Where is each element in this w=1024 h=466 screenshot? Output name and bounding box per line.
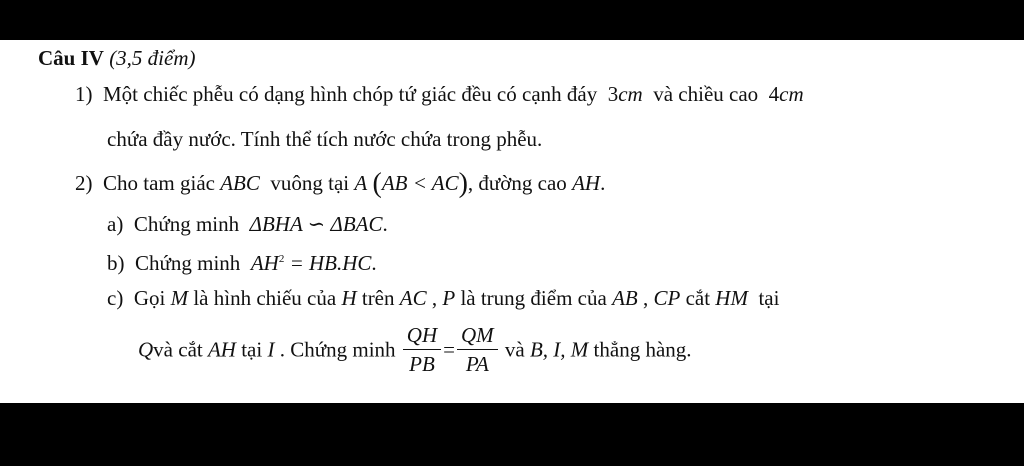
item-c-t1: Gọi xyxy=(133,286,166,310)
item-c-t4: , xyxy=(431,286,438,310)
item-1-text-a: Một chiếc phễu có dạng hình chóp tứ giác đều có cạnh đáy xyxy=(103,82,598,106)
item-a-end: . xyxy=(382,212,388,236)
item-b-rhs: = HB.HC xyxy=(289,251,372,275)
fraction-2-denominator: PA xyxy=(465,352,489,376)
item-c-line-1 xyxy=(107,286,779,311)
item-2-text-d: . xyxy=(600,171,606,195)
item-b-line xyxy=(107,251,377,276)
item-c-t5: là trung điểm của xyxy=(460,286,607,310)
question-title: Câu IV xyxy=(38,46,104,70)
item-2-line xyxy=(75,166,605,198)
item-2-text-b: vuông tại xyxy=(270,171,350,195)
item-c-i: I xyxy=(267,337,275,362)
fraction-equals: = xyxy=(443,337,455,362)
fraction-2-numerator: QM xyxy=(457,321,498,350)
item-c-t7: cắt xyxy=(685,286,711,310)
item-1-base: 3 xyxy=(607,82,619,106)
item-2-vertex: A xyxy=(354,171,368,195)
item-b-lhs: AH xyxy=(250,251,279,275)
item-a-text: Chứng minh xyxy=(133,212,240,236)
item-2-paren-close: ) xyxy=(458,168,468,199)
item-c-l2-t2: tại xyxy=(241,337,263,362)
item-2-paren-open: ( xyxy=(372,168,382,199)
item-c-label: c) xyxy=(107,286,124,310)
fraction-1-denominator: PB xyxy=(409,352,435,376)
item-c-l2-t3: . Chứng minh xyxy=(279,337,396,362)
item-2-text-c: , đường cao xyxy=(467,171,567,195)
question-header xyxy=(38,46,196,71)
item-c-t6: , xyxy=(642,286,649,310)
item-b-end: . xyxy=(371,251,377,275)
item-b-label: b) xyxy=(107,251,125,275)
item-c-l2-t1: và cắt xyxy=(153,337,203,362)
fraction-1-numerator: QH xyxy=(403,321,441,350)
item-c-t8: tại xyxy=(758,286,780,310)
item-1-unit-1: cm xyxy=(618,82,643,106)
question-points: (3,5 điểm) xyxy=(109,46,196,70)
item-a-expr: ΔBHA ∽ ΔBAC xyxy=(249,212,383,236)
item-1-text-line2: chứa đầy nước. Tính thể tích nước chứa trong phễu. xyxy=(107,127,543,151)
item-1-unit-2: cm xyxy=(779,82,804,106)
item-c-points: B, I, M xyxy=(529,337,589,362)
item-b-exponent: 2 xyxy=(278,253,285,265)
fraction-qm-pa xyxy=(457,321,498,378)
item-1-label: 1) xyxy=(75,82,93,106)
item-c-t2: là hình chiếu của xyxy=(193,286,337,310)
item-c-line-2 xyxy=(138,323,692,380)
document-page xyxy=(0,40,1024,403)
item-c-l2-t4: và xyxy=(504,337,525,362)
item-c-cp: CP xyxy=(653,286,681,310)
item-c-q: Q xyxy=(138,337,154,362)
fraction-qh-pb xyxy=(403,321,441,378)
item-c-h: H xyxy=(341,286,357,310)
item-a-label: a) xyxy=(107,212,124,236)
item-1-text-b: và chiều cao xyxy=(653,82,759,106)
item-2-text-a: Cho tam giác xyxy=(103,171,215,195)
item-1-height: 4 xyxy=(768,82,780,106)
item-1-line-1 xyxy=(75,82,804,107)
item-2-condition: AB < AC xyxy=(381,171,459,195)
item-c-p: P xyxy=(442,286,456,310)
item-c-l2-t5: thẳng hàng. xyxy=(593,337,692,362)
item-2-triangle: ABC xyxy=(220,171,260,195)
item-2-label: 2) xyxy=(75,171,93,195)
item-c-t3: trên xyxy=(361,286,395,310)
item-2-altitude: AH xyxy=(572,171,601,195)
item-c-ah: AH xyxy=(207,337,236,362)
item-c-m: M xyxy=(170,286,189,310)
item-a-line xyxy=(107,212,388,237)
item-1-line-2 xyxy=(107,127,542,152)
item-b-text: Chứng minh xyxy=(135,251,241,275)
item-c-ab: AB xyxy=(612,286,638,310)
item-c-ac: AC xyxy=(399,286,427,310)
item-c-hm: HM xyxy=(715,286,748,310)
